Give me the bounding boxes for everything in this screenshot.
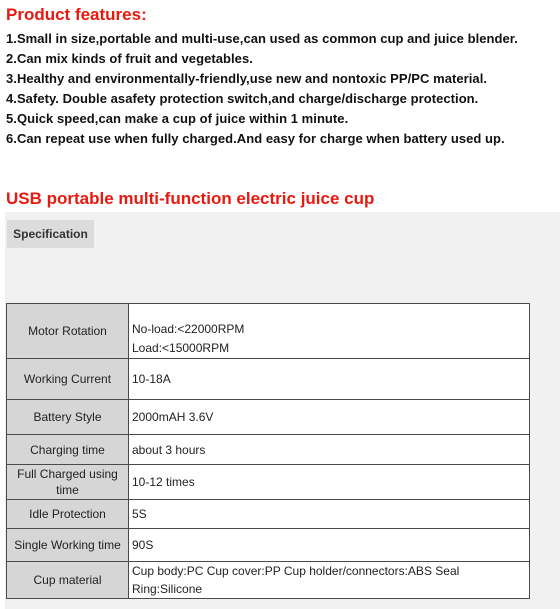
table-row (7, 435, 530, 465)
spec-value-line: Load:<15000RPM (132, 341, 230, 355)
feature-item: 2.Can mix kinds of fruit and vegetables. (6, 51, 253, 66)
spec-label: Idle Protection (7, 500, 129, 529)
spec-label: Charging time (7, 435, 129, 465)
specification-panel (5, 212, 560, 609)
spec-label: Battery Style (7, 400, 129, 435)
spec-value (129, 304, 530, 359)
table-row (7, 400, 530, 435)
product-title: USB portable multi-function electric juice cup (6, 189, 375, 208)
table-row (7, 304, 530, 359)
features-heading: Product features: (6, 5, 147, 24)
spec-value: Cup body:PC Cup cover:PP Cup holder/connectors:ABS Seal Ring:Silicone (129, 562, 530, 599)
spec-label: Full Charged using time (7, 465, 129, 500)
spec-value: 5S (129, 500, 530, 529)
feature-item: 4.Safety. Double asafety protection switch,and charge/discharge protection. (6, 91, 479, 106)
spec-label: Cup material (7, 562, 129, 599)
spec-label: Working Current (7, 359, 129, 400)
feature-item: 6.Can repeat use when fully charged.And easy for charge when battery used up. (6, 131, 505, 146)
table-row (7, 500, 530, 529)
spec-value: 10-18A (129, 359, 530, 400)
features-list (6, 31, 518, 151)
feature-item: 3.Healthy and environmentally-friendly,use new and nontoxic PP/PC material. (6, 71, 488, 86)
spec-value: 90S (129, 529, 530, 562)
table-row (7, 465, 530, 500)
table-row (7, 562, 530, 599)
spec-label: Motor Rotation (7, 304, 129, 359)
spec-value-line: No-load:<22000RPM (132, 322, 245, 336)
specification-tab[interactable]: Specification (7, 220, 94, 248)
spec-label: Single Working time (7, 529, 129, 562)
feature-item: 1.Small in size,portable and multi-use,can used as common cup and juice blender. (6, 31, 518, 46)
feature-item: 5.Quick speed,can make a cup of juice within 1 minute. (6, 111, 349, 126)
table-row (7, 529, 530, 562)
spec-value: 10-12 times (129, 465, 530, 500)
table-row (7, 359, 530, 400)
spec-value: 2000mAH 3.6V (129, 400, 530, 435)
spec-value: about 3 hours (129, 435, 530, 465)
spec-table (6, 303, 530, 599)
